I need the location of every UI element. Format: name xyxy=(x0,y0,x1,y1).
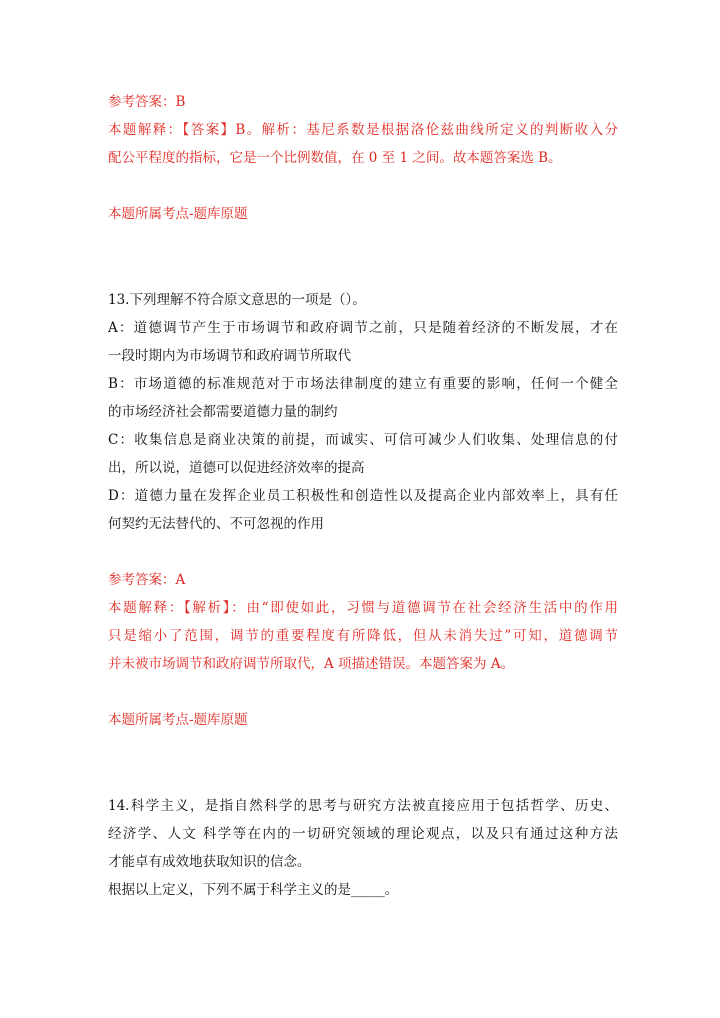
explanation-12-line-1: 本题解释：【答案】B。解析：基尼系数是根据洛伦兹曲线所定义的判断收入分 xyxy=(108,122,618,138)
option-13-d-line-1: D：道德力量在发挥企业员工积极性和创造性以及提高企业内部效率上，具有任 xyxy=(108,488,618,504)
question-14-stem-line-3: 才能卓有成效地获取知识的信念。 xyxy=(108,854,311,870)
explanation-13-line-2: 只是缩小了范围，调节的重要程度有所降低，但从未消失过”可知，道德调节 xyxy=(108,628,618,644)
option-13-c-line-2: 出，所以说，道德可以促进经济效率的提高 xyxy=(108,460,365,476)
topic-12: 本题所属考点-题库原题 xyxy=(108,206,248,222)
question-14-stem-line-2: 经济学、人文 科学等在内的一切研究领域的理论观点，以及只有通过这种方法 xyxy=(108,826,618,842)
option-13-b-line-2: 的市场经济社会都需要道德力量的制约 xyxy=(108,404,338,420)
option-13-c-line-1: C：收集信息是商业决策的前提，而诚实、可信可减少人们收集、处理信息的付 xyxy=(108,432,618,448)
explanation-13-line-3: 并未被市场调节和政府调节所取代，A 项描述错误。本题答案为 A。 xyxy=(108,656,515,672)
topic-13: 本题所属考点-题库原题 xyxy=(108,712,248,728)
question-13-stem: 13.下列理解不符合原文意思的一项是（）。 xyxy=(108,292,366,308)
answer-13: 参考答案：A xyxy=(108,572,186,588)
option-13-a-line-2: 一段时期内为市场调节和政府调节所取代 xyxy=(108,348,351,364)
answer-12: 参考答案：B xyxy=(108,94,186,110)
option-13-b-line-1: B：市场道德的标准规范对于市场法律制度的建立有重要的影响，任何一个健全 xyxy=(108,376,618,392)
explanation-12-line-2: 配公平程度的指标，它是一个比例数值，在 0 至 1 之间。故本题答案选 B。 xyxy=(108,150,562,166)
option-13-a-line-1: A：道德调节产生于市场调节和政府调节之前，只是随着经济的不断发展，才在 xyxy=(108,320,618,336)
explanation-13-line-1: 本题解释：【解析】：由“即使如此，习惯与道德调节在社会经济生活中的作用 xyxy=(108,600,618,616)
option-13-d-line-2: 何契约无法替代的、不可忽视的作用 xyxy=(108,516,324,532)
question-14-stem-line-1: 14.科学主义，是指自然科学的思考与研究方法被直接应用于包括哲学、历史、 xyxy=(108,798,618,814)
question-14-prompt: 根据以上定义，下列不属于科学主义的是_____。 xyxy=(108,882,399,898)
